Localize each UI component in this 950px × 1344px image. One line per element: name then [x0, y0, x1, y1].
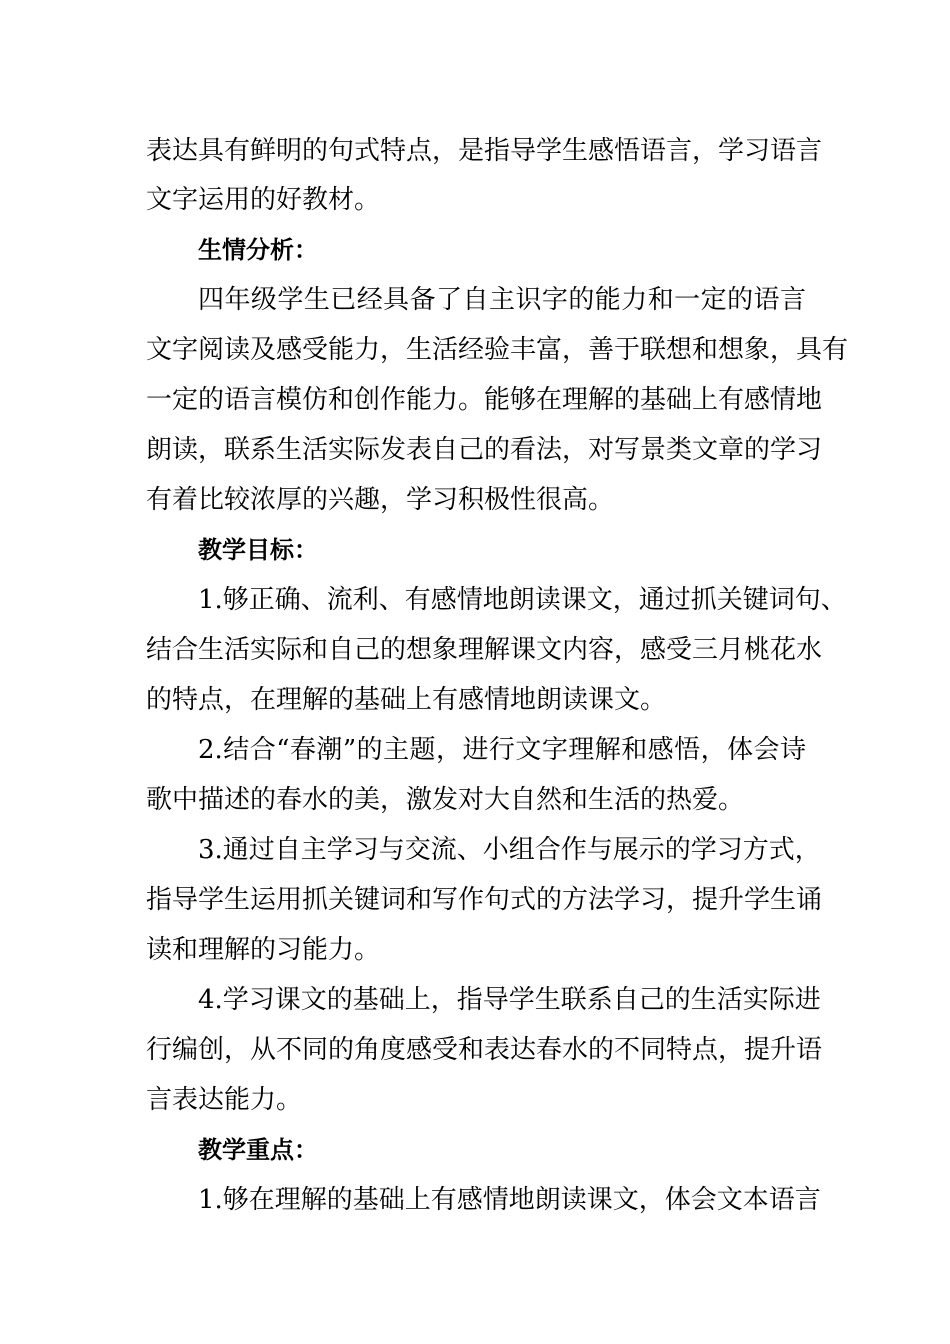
heading-key-points: 教学重点： — [198, 1136, 318, 1164]
goal3-line-3: 读和理解的习能力。 — [146, 935, 381, 965]
goal1-line-2: 结合生活实际和自己的想象理解课文内容，感受三月桃花水 — [146, 635, 823, 665]
student-analysis-line-4: 朗读，联系生活实际发表自己的看法，对写景类文章的学习 — [146, 435, 823, 465]
goal1-line-1: 1.够正确、流利、有感情地朗读课文，通过抓关键词句、 — [198, 585, 847, 615]
student-analysis-line-3: 一定的语言模仿和创作能力。能够在理解的基础上有感情地 — [146, 385, 823, 415]
key-point1-line-1: 1.够在理解的基础上有感情地朗读课文，体会文本语言 — [198, 1185, 821, 1215]
goal4-line-1: 4.学习课文的基础上，指导学生联系自己的生活实际进 — [198, 985, 821, 1015]
student-analysis-line-1: 四年级学生已经具备了自主识字的能力和一定的语言 — [198, 285, 806, 315]
student-analysis-line-2: 文字阅读及感受能力，生活经验丰富，善于联想和想象，具有 — [146, 335, 849, 365]
goal4-line-2: 行编创，从不同的角度感受和表达春水的不同特点，提升语 — [146, 1035, 823, 1065]
goal1-line-3: 的特点，在理解的基础上有感情地朗读课文。 — [146, 685, 667, 715]
heading-student-analysis: 生情分析： — [198, 236, 318, 264]
goal3-line-1: 3.通过自主学习与交流、小组合作与展示的学习方式， — [198, 835, 821, 865]
goal2-line-1: 2.结合“春潮”的主题，进行文字理解和感悟，体会诗 — [198, 735, 806, 765]
goal3-line-2: 指导学生运用抓关键词和写作句式的方法学习，提升学生诵 — [146, 885, 823, 915]
goal2-line-2: 歌中描述的春水的美，激发对大自然和生活的热爱。 — [146, 785, 745, 815]
student-analysis-line-5: 有着比较浓厚的兴趣，学习积极性很高。 — [146, 485, 615, 515]
intro-line-1: 表达具有鲜明的句式特点，是指导学生感悟语言，学习语言 — [146, 136, 823, 166]
intro-line-2: 文字运用的好教材。 — [146, 185, 381, 215]
heading-teaching-goals: 教学目标： — [198, 536, 318, 564]
goal4-line-3: 言表达能力。 — [146, 1085, 303, 1115]
